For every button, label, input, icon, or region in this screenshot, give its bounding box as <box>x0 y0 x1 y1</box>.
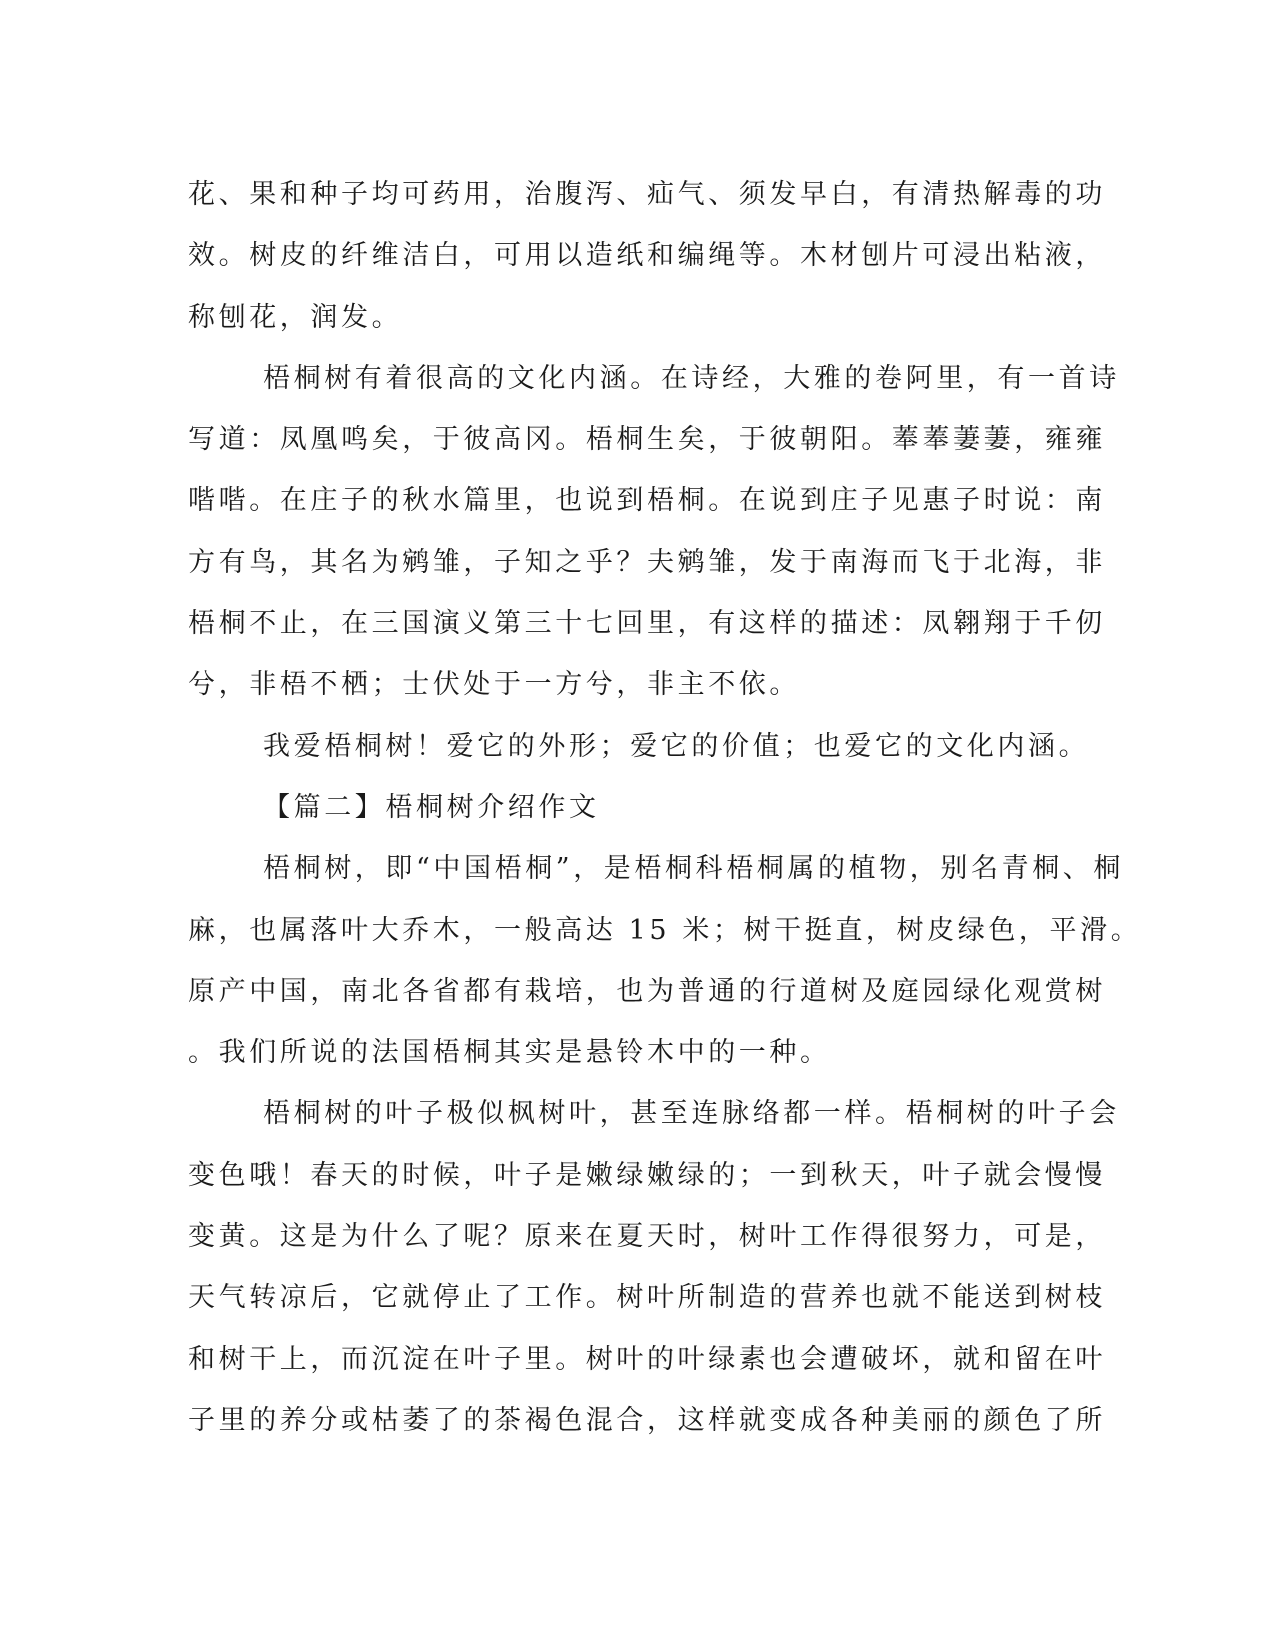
paragraph-start-line: 我爱梧桐树！爱它的外形；爱它的价值；也爱它的文化内涵。 <box>263 730 1090 762</box>
text-line: 变色哦！春天的时候，叶子是嫩绿嫩绿的；一到秋天，叶子就会慢慢 <box>188 1159 1106 1191</box>
text-line: 变黄。这是为什么了呢？原来在夏天时，树叶工作得很努力，可是， <box>188 1221 1106 1253</box>
text-line: 喈喈。在庄子的秋水篇里，也说到梧桐。在说到庄子见惠子时说：南 <box>188 485 1106 517</box>
text-line: 称刨花，润发。 <box>188 301 403 333</box>
text-line: 兮，非梧不栖；士伏处于一方兮，非主不依。 <box>188 669 800 701</box>
text-line: 天气转凉后，它就停止了工作。树叶所制造的营养也就不能送到树枝 <box>188 1282 1106 1314</box>
paragraph-start-line: 梧桐树有着很高的文化内涵。在诗经，大雅的卷阿里，有一首诗 <box>263 362 1120 394</box>
text-line: 和树干上，而沉淀在叶子里。树叶的叶绿素也会遭破坏，就和留在叶 <box>188 1343 1106 1375</box>
text-line: 花、果和种子均可药用，治腹泻、疝气、须发早白，有清热解毒的功 <box>188 179 1106 210</box>
paragraph-start-line: 梧桐树的叶子极似枫树叶，甚至连脉络都一样。梧桐树的叶子会 <box>263 1098 1120 1130</box>
text-line: 子里的养分或枯萎了的茶褐色混合，这样就变成各种美丽的颜色了所 <box>188 1404 1106 1436</box>
document-body <box>188 164 1142 1451</box>
text-line: 效。树皮的纤维洁白，可用以造纸和编绳等。木材刨片可浸出粘液， <box>188 240 1106 272</box>
text-line: 写道：凤凰鸣矣，于彼高冈。梧桐生矣，于彼朝阳。菶菶萋萋，雍雍 <box>188 424 1106 456</box>
text-line: 原产中国，南北各省都有栽培，也为普通的行道树及庭园绿化观赏树 <box>188 975 1106 1007</box>
text-line: 梧桐不止，在三国演义第三十七回里，有这样的描述：凤翱翔于千仞 <box>188 608 1106 640</box>
text-line: 方有鸟，其名为鹓雏，子知之乎？夫鹓雏，发于南海而飞于北海，非 <box>188 546 1106 578</box>
paragraph-start-line: 梧桐树，即“中国梧桐”，是梧桐科梧桐属的植物，别名青桐、桐 <box>263 853 1125 885</box>
text-line: 麻，也属落叶大乔木，一般高达 15 米；树干挺直，树皮绿色，平滑。 <box>188 914 1142 946</box>
text-line: 。我们所说的法国梧桐其实是悬铃木中的一种。 <box>188 1037 831 1069</box>
section-heading: 【篇二】梧桐树介绍作文 <box>263 791 600 823</box>
